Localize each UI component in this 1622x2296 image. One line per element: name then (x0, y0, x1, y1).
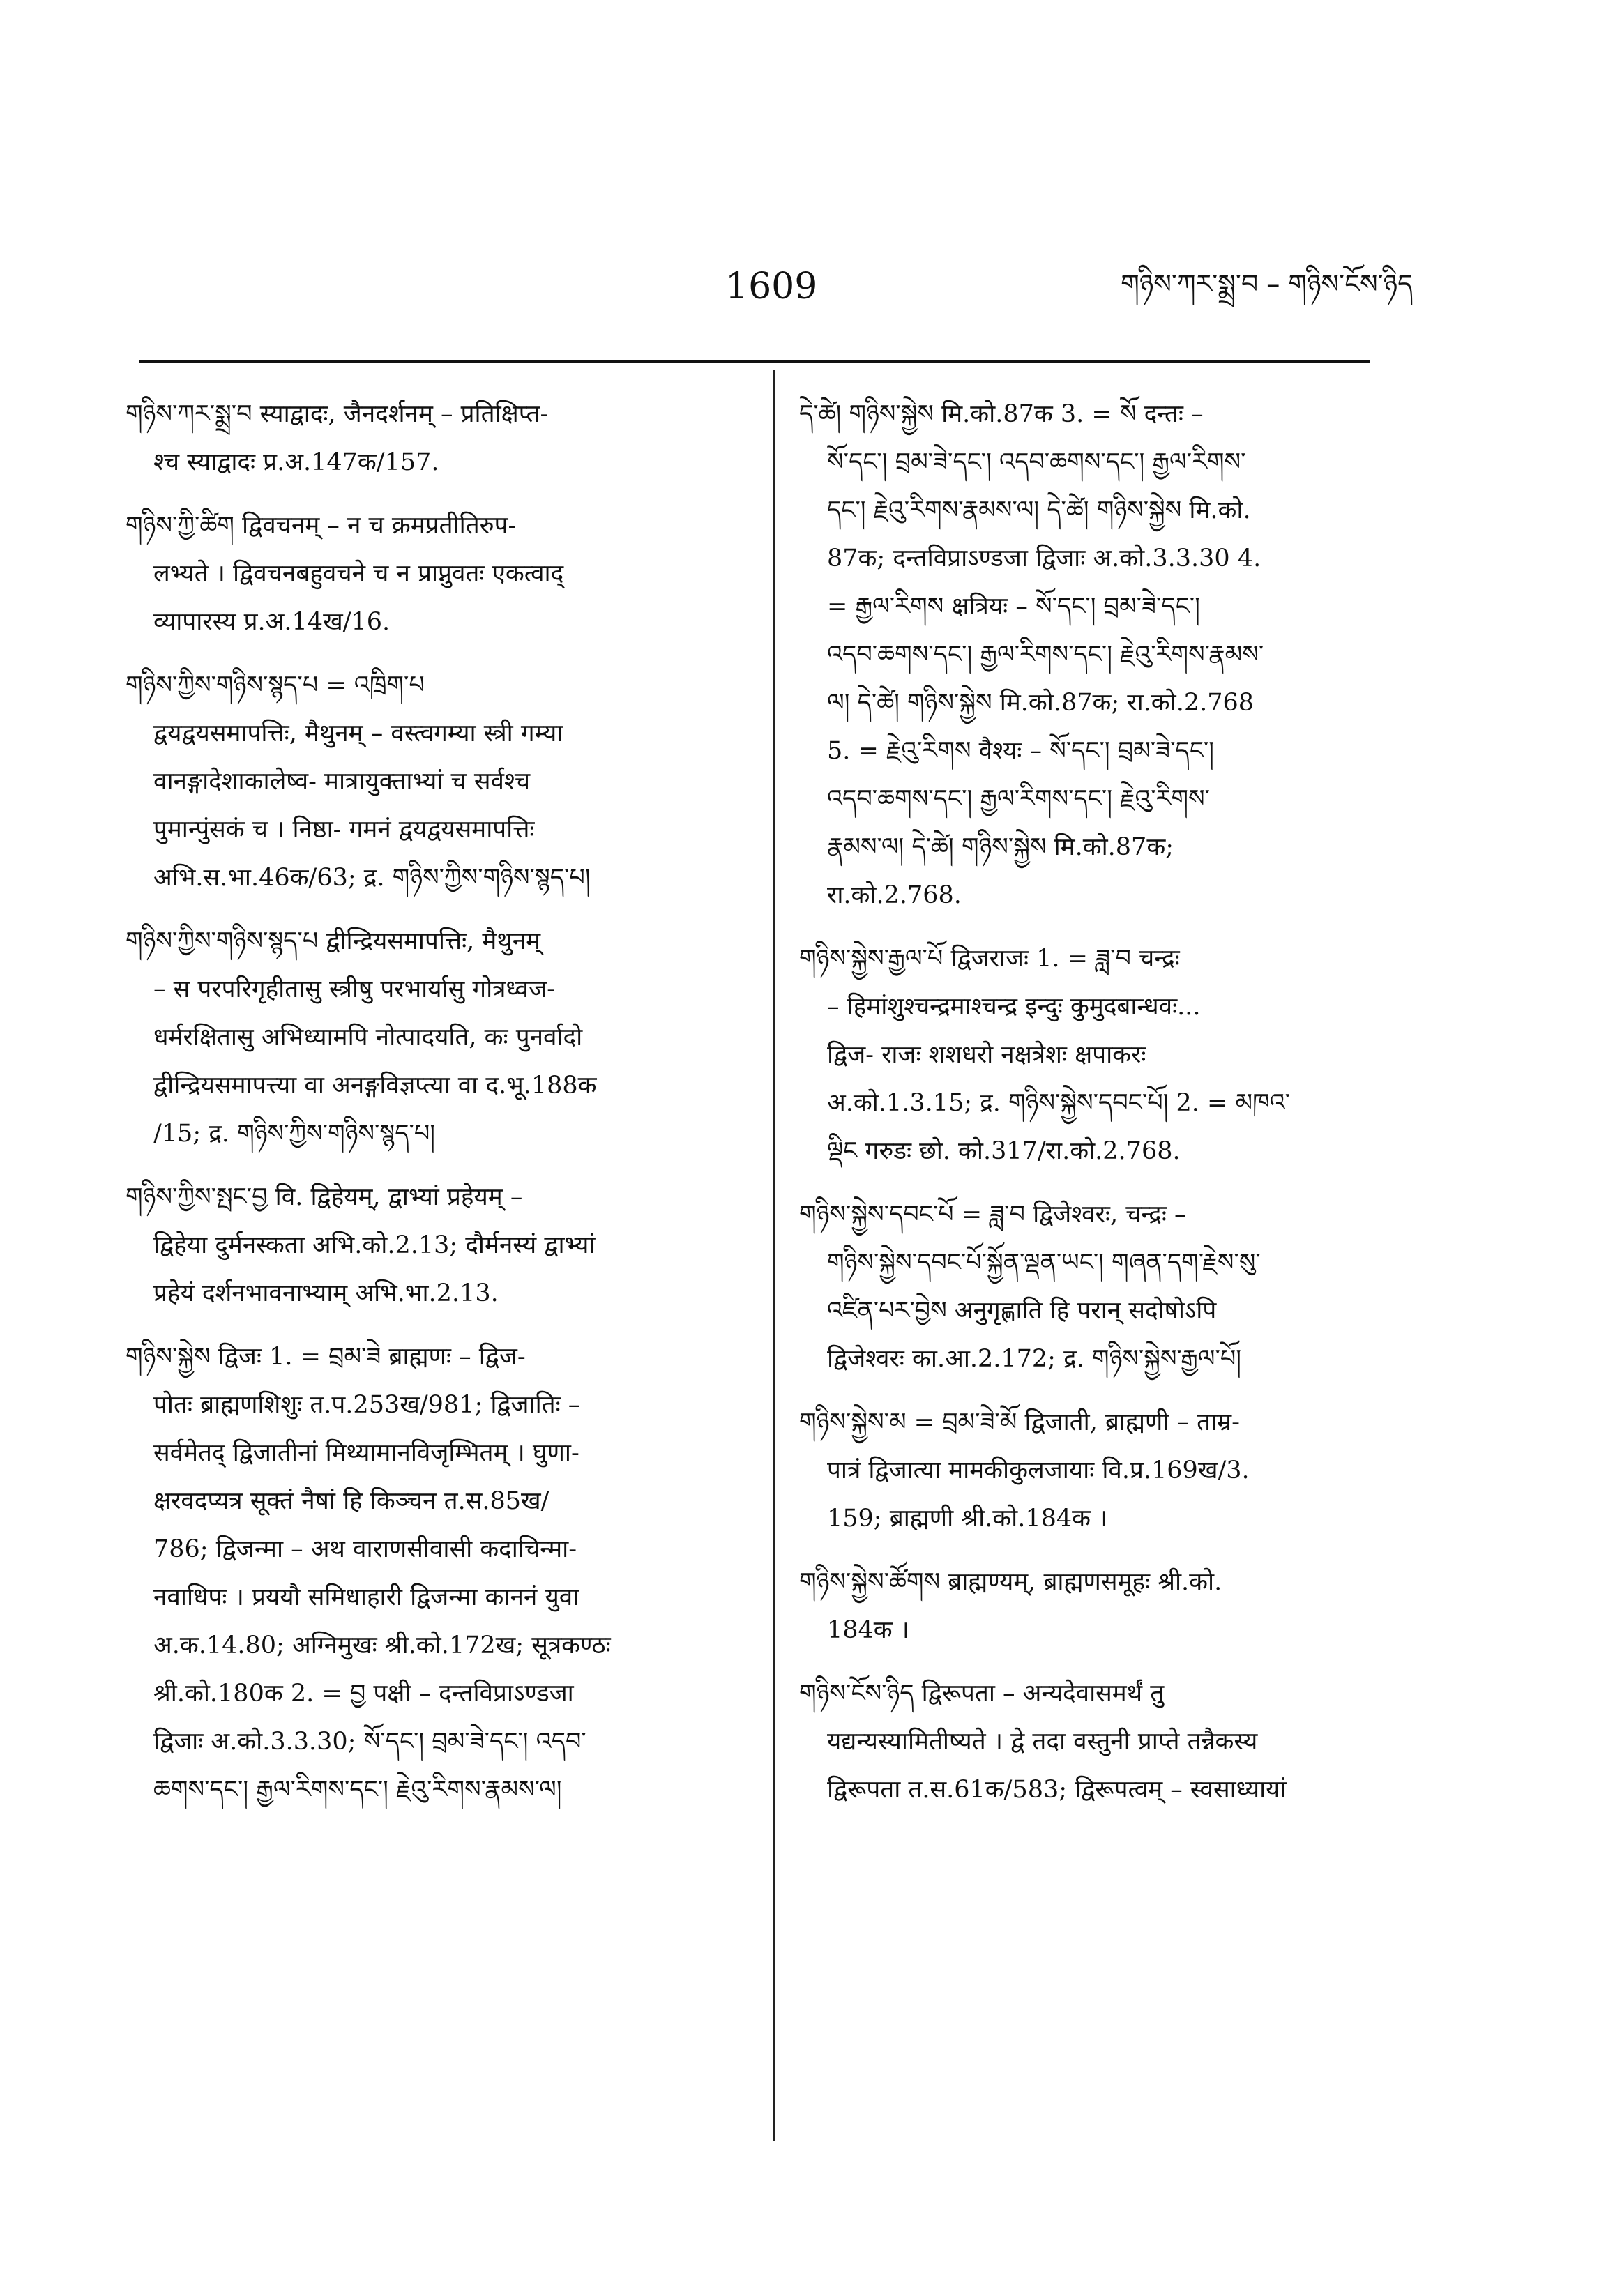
entry-headword-line: གཉིས་ཀྱིས་གཉིས་སྙད་པ = འཁྲིག་པ (126, 671, 425, 699)
entry-line: अ.को.1.3.15; द्र. གཉིས་སྐྱེས་དབང་པོ། 2. = མཁའ་ (827, 1089, 1290, 1117)
entry-line: འཛིན་པར་བྱེས अनुगृह्णाति हि परान् सदोषोऽपि (827, 1297, 1217, 1325)
entry-headword-line: གཉིས་ཀྱིས་སྤང་བྱ वि. द्विहेयम्, द्वाभ्यां प्रहेयम् – (126, 1183, 523, 1211)
dictionary-entry (799, 1670, 1371, 1814)
entry-line: व्यापारस्य प्र.अ.14ख/16. (153, 608, 391, 636)
entry-line: लभ्यते । द्विवचनबहुवचने च न प्राप्नुवतः एकत्वाद् (153, 560, 564, 588)
entry-line: क्षरवदप्यत्र सूक्तं नैषां हि किञ्चन त.स.85ख/ (153, 1487, 549, 1515)
entry-line: द्विहेया दुर्मनस्कता अभि.को.2.13; दौर्मनस्यं द्वाभ्यां (153, 1231, 596, 1259)
running-head: གཉིས་ཀར་སྨྲ་བ – གཉིས་ངོས་ཉིད (1121, 268, 1413, 299)
entry-line: द्विरूपता त.स.61क/583; द्विरूपत्वम् – स्वसाध्यायां (827, 1776, 1287, 1804)
entry-line: द्विजाः अ.को.3.3.30; སོ་དང་། བྲམ་ཟེ་དང་། འདབ་ (153, 1728, 586, 1756)
entry-headword-line: གཉིས་སྐྱེས द्विजः 1. = བྲམ་ཟེ ब्राह्मणः – द्विज- (126, 1343, 526, 1371)
header-rule (139, 360, 1370, 363)
dictionary-entry (126, 1173, 706, 1318)
dictionary-entry (126, 390, 706, 487)
dictionary-entry (126, 662, 706, 902)
entry-line: ལ། དེ་ཚེ། གཉིས་སྐྱེས मि.को.87क; रा.को.2.768 (827, 689, 1255, 717)
page-number: 1609 (725, 266, 818, 307)
entry-line: श्च स्याद्वादः प्र.अ.147क/157. (153, 448, 439, 476)
entry-line: སོ་དང་། བྲམ་ཟེ་དང་། འདབ་ཆགས་དང་། རྒྱལ་རིགས་ (827, 448, 1246, 476)
entry-line: वानङ्गादेशाकालेष्व- मात्रायुक्ताभ्यां च सर्वश्च (153, 768, 531, 796)
dictionary-entry (799, 1558, 1371, 1655)
entry-line: पात्रं द्विजात्या मामकीकुलजायाः वि.प्र.169ख/3. (827, 1457, 1250, 1484)
entry-line: द्विज- राजः शशधरो नक्षत्रेशः क्षपाकरः (827, 1041, 1146, 1069)
entry-line: अभि.स.भा.46क/63; द्र. གཉིས་ཀྱིས་གཉིས་སྙད་པ། (153, 864, 591, 892)
entry-headword-line: གཉིས་ཀར་སྨྲ་བ स्याद्वादः, जैनदर्शनम् – प्रतिक्षिप्त- (126, 400, 549, 428)
dictionary-entry (799, 390, 1371, 920)
left-column (126, 390, 706, 1830)
entry-line: यद्यन्यस्यामितीष्यते । द्वे तदा वस्तुनी प्राप्ते तन्नैकस्य (827, 1728, 1258, 1756)
entry-line: पोतः ब्राह्मणशिशुः त.प.253ख/981; द्विजातिः – (153, 1391, 581, 1419)
entry-line: /15; द्र. གཉིས་ཀྱིས་གཉིས་སྙད་པ། (153, 1120, 436, 1148)
entry-line: འདབ་ཆགས་དང་། རྒྱལ་རིགས་དང་། རྗེའུ་རིགས་ (827, 785, 1211, 813)
entry-headword-line: གཉིས་ངོས་ཉིད द्विरूपता – अन्यदेवासमर्थं तु (799, 1680, 1165, 1708)
dictionary-entry (126, 1333, 706, 1814)
entry-line: འདབ་ཆགས་དང་། རྒྱལ་རིགས་དང་། རྗེའུ་རིགས་རྣམས་ (827, 641, 1264, 669)
dictionary-entry (126, 918, 706, 1158)
entry-line: 184क । (827, 1616, 910, 1644)
entry-line: ལྡིང गरुडः छो. को.317/रा.को.2.768. (827, 1137, 1181, 1165)
entry-headword-line: གཉིས་ཀྱིས་གཉིས་སྙད་པ द्वीन्द्रियसमापत्तिः, मैथुनम् (126, 927, 541, 955)
entry-line: द्वयद्वयसमापत्तिः, मैथुनम् – वस्त्वगम्या स्त्री गम्या (153, 720, 563, 747)
entry-line: རྣམས་ལ། དེ་ཚེ། གཉིས་སྐྱེས मि.को.87क; (827, 833, 1174, 861)
entry-headword-line: དེ་ཚེ། གཉིས་སྐྱེས मि.को.87क 3. = སོ दन्तः – (799, 400, 1204, 428)
entry-line: = རྒྱལ་རིགས क्षत्रियः – སོ་དང་། བྲམ་ཟེ་དང་། (827, 593, 1200, 621)
entry-line: གཉིས་སྐྱེས་དབང་པོ་སྐྱོན་ལྡན་ཡང་། གཞན་དག་རྗེས་སུ་ (827, 1249, 1261, 1277)
entry-headword-line: གཉིས་ཀྱི་ཚིག द्विवचनम् – न च क्रमप्रतीतिरुप- (126, 512, 517, 540)
dictionary-entry (799, 935, 1371, 1176)
entry-line: द्वीन्द्रियसमापत्त्या वा अनङ्गविज्ञप्त्या वा द.भू.188क (153, 1072, 597, 1100)
right-column (799, 390, 1371, 1830)
entry-line: नवाधिपः । प्रययौ समिधाहारी द्विजन्मा काननं युवा (153, 1583, 579, 1611)
entry-headword-line: གཉིས་སྐྱེས་དབང་པོ = ཟླ་བ द्विजेश्वरः, चन्द्रः – (799, 1201, 1187, 1229)
entry-line: – स परपरिगृहीतासु स्त्रीषु परभार्यासु गोत्रध्वज- (153, 975, 555, 1003)
dictionary-entry (126, 502, 706, 646)
entry-line: द्विजेश्वरः का.आ.2.172; द्र. གཉིས་སྐྱེས་རྒྱལ་པོ། (827, 1345, 1242, 1373)
entry-line: धर्मरक्षितासु अभिध्यामपि नोत्पादयति, कः पुनर्वादो (153, 1024, 583, 1051)
entry-headword-line: གཉིས་སྐྱེས་རྒྱལ་པོ द्विजराजः 1. = ཟླ་བ चन्द्रः (799, 945, 1180, 973)
entry-line: पुमान्पुंसकं च । निष्ठा- गमनं द्वयद्वयसमापत्तिः (153, 816, 535, 844)
entry-line: रा.को.2.768. (827, 881, 962, 909)
dictionary-entry (799, 1399, 1371, 1543)
entry-line: – हिमांशुश्चन्द्रमाश्चन्द्र इन्दुः कुमुदबान्धवः... (827, 993, 1201, 1021)
entry-line: དང་། རྗེའུ་རིགས་རྣམས་ལ། དེ་ཚེ། གཉིས་སྐྱེས मि.को. (827, 496, 1251, 524)
entry-line: 786; द्विजन्मा – अथ वाराणसीवासी कदाचिन्मा- (153, 1535, 577, 1563)
entry-headword-line: གཉིས་སྐྱེས་མ = བྲམ་ཟེ་མོ द्विजाती, ब्राह्मणी – ताम्र- (799, 1408, 1240, 1436)
entry-headword-line: གཉིས་སྐྱེས་ཚོགས ब्राह्मण्यम्, ब्राह्मणसमूहः श्री.को. (799, 1568, 1222, 1596)
entry-line: ཆགས་དང་། རྒྱལ་རིགས་དང་། རྗེའུ་རིགས་རྣམས་ལ། (153, 1776, 562, 1804)
dictionary-entry (799, 1191, 1371, 1383)
entry-line: प्रहेयं दर्शनभावनाभ्याम् अभि.भा.2.13. (153, 1279, 499, 1307)
entry-line: 87क; दन्तविप्राऽण्डजा द्विजाः अ.को.3.3.30 4. (827, 545, 1261, 572)
entry-line: अ.क.14.80; अग्निमुखः श्री.को.172ख; सूत्रकण्ठः (153, 1632, 611, 1659)
entry-line: 159; ब्राह्मणी श्री.को.184क । (827, 1505, 1108, 1533)
column-divider (773, 370, 775, 2141)
entry-line: 5. = རྗེའུ་རིགས वैश्यः – སོ་དང་། བྲམ་ཟེ་དང་། (827, 737, 1215, 765)
entry-line: सर्वमेतद् द्विजातीनां मिथ्यामानविजृम्भितम् । घुणा- (153, 1439, 579, 1467)
entry-line: श्री.को.180क 2. = བྱ पक्षी – दन्तविप्राऽण्डजा (153, 1680, 574, 1708)
